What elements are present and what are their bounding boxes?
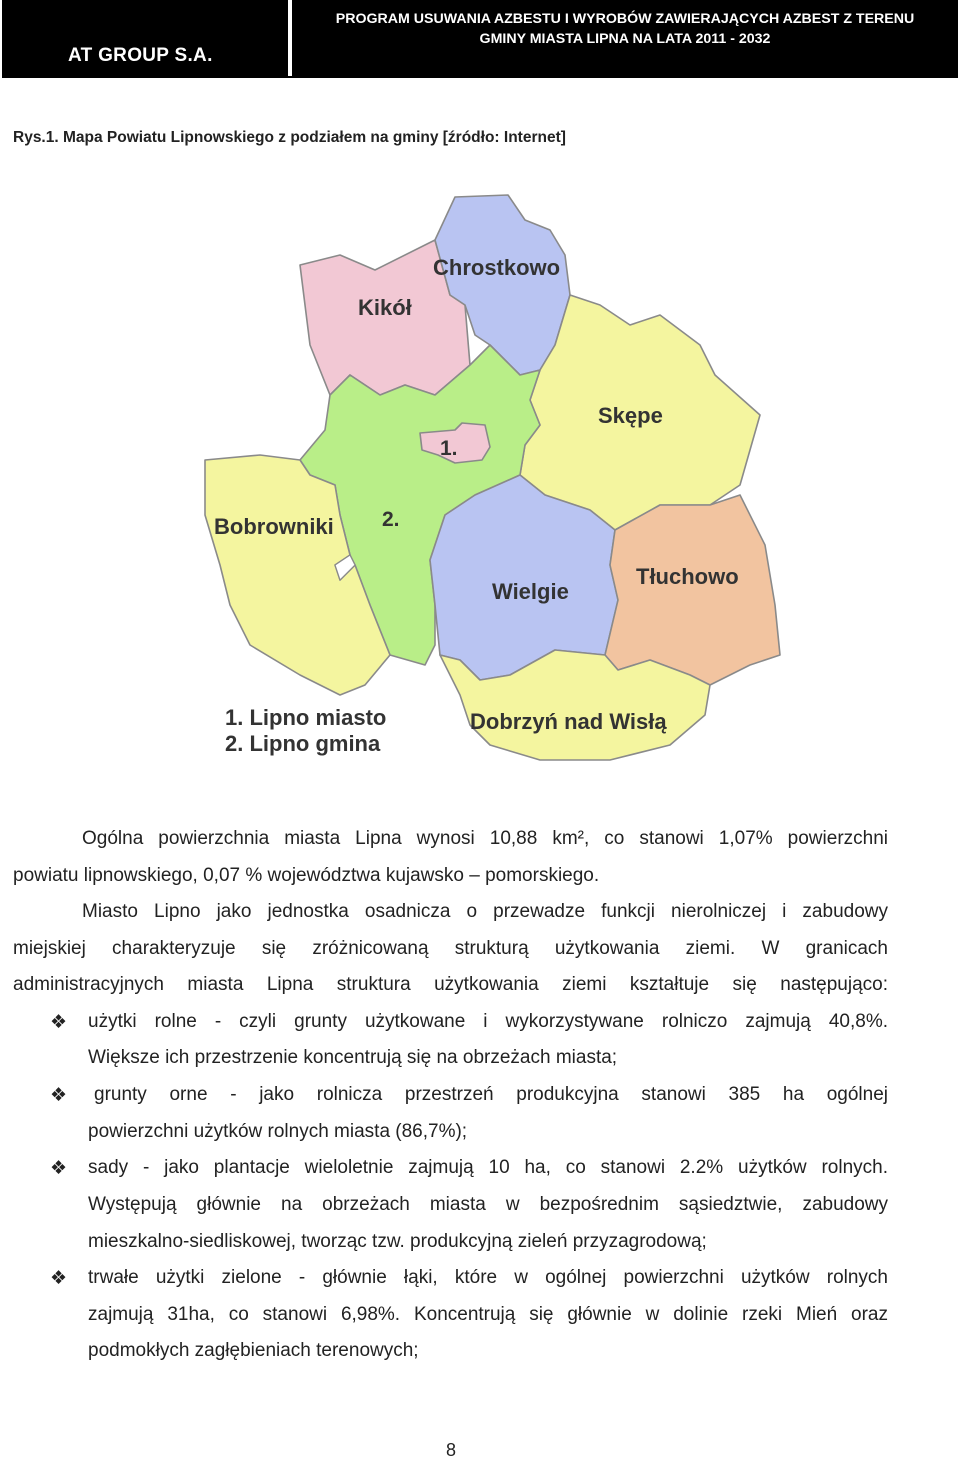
program-title-line1: PROGRAM USUWANIA AZBESTU I WYROBÓW ZAWIERAJĄCYCH AZBEST Z TERENU [335,11,915,27]
paragraph-1-line-2: powiatu lipnowskiego, 0,07 % województwa kujawsko – pomorskiego. [13,865,600,886]
label-marker-1: 1. [440,437,458,460]
label-bobrowniki: Bobrowniki [214,514,334,539]
paragraph-2-line-1: Miasto Lipno jako jednostka osadnicza o przewadze funkcji nierolniczej i zabudowy [82,901,888,922]
page-number: 8 [445,1440,456,1460]
legend-item-1: 1. Lipno miasto [225,705,387,730]
label-kikol: Kikół [358,295,412,320]
legend-item-2: 2. Lipno gmina [225,731,381,756]
region-tluchowo [605,495,780,685]
label-wielgie: Wielgie [492,579,569,604]
bullet-3-line-2: Występują głównie na obrzeżach miasta w bezpośrednim sąsiedztwie, zabudowy [88,1194,888,1215]
bullet-2-line-1: grunty orne - jako rolnicza przestrzeń produkcyjna stanowi 385 ha ogólnej [94,1084,888,1105]
bullet-1-line-2: Większe ich przestrzenie koncentrują się na obrzeżach miasta; [88,1047,618,1068]
company-name: AT GROUP S.A. [68,45,213,66]
bullet-3-line-1: sady - jako plantacje wieloletnie zajmują 10 ha, co stanowi 2.2% użytków rolnych. [88,1157,888,1178]
bullet-4-line-2: zajmują 31ha, co stanowi 6,98%. Koncentrują się głównie w dolinie rzeki Mień oraz [88,1304,888,1325]
paragraph-1-line-1: Ogólna powierzchnia miasta Lipna wynosi 10,88 km², co stanowi 1,07% powierzchni [82,828,888,849]
bullet-icon: ❖ [50,1158,68,1179]
bullet-1-line-1: użytki rolne - czyli grunty użytkowane i wykorzystywane rolniczo zajmują 40,8%. [88,1011,888,1032]
header-program-box [292,0,958,76]
bullet-icon: ❖ [50,1268,68,1289]
bullet-3-line-3: mieszkalno-siedliskowej, tworząc tzw. produkcyjną zieleń przyzagrodową; [88,1231,707,1252]
bullet-2-line-2: powierzchni użytków rolnych miasta (86,7%); [88,1121,468,1142]
label-marker-2: 2. [382,508,400,531]
header-rule [2,76,958,78]
county-map [190,185,800,765]
label-dobrzyn: Dobrzyń nad Wisłą [470,709,667,734]
bullet-icon: ❖ [50,1012,68,1033]
bullet-4-line-3: podmokłych zagłębieniach terenowych; [88,1340,419,1361]
label-skepe: Skępe [598,403,663,428]
bullet-4-line-1: trwałe użytki zielone - głównie łąki, które w ogólnej powierzchni użytków rolnych [88,1267,888,1288]
label-tluchowo: Tłuchowo [636,564,739,589]
header-company-box [2,0,288,76]
program-title-line2: GMINY MIASTA LIPNA NA LATA 2011 - 2032 [479,31,771,47]
bullet-icon: ❖ [50,1085,68,1106]
figure-caption: Rys.1. Mapa Powiatu Lipnowskiego z podziałem na gminy [źródło: Internet] [13,129,566,146]
paragraph-2-line-2: miejskiej charakteryzuje się zróżnicowaną strukturą użytkowania ziemi. W granicach [13,938,888,959]
label-chrostkowo: Chrostkowo [433,255,561,280]
paragraph-2-line-3: administracyjnych miasta Lipna struktura użytkowania ziemi kształtuje się następująco: [13,974,888,995]
